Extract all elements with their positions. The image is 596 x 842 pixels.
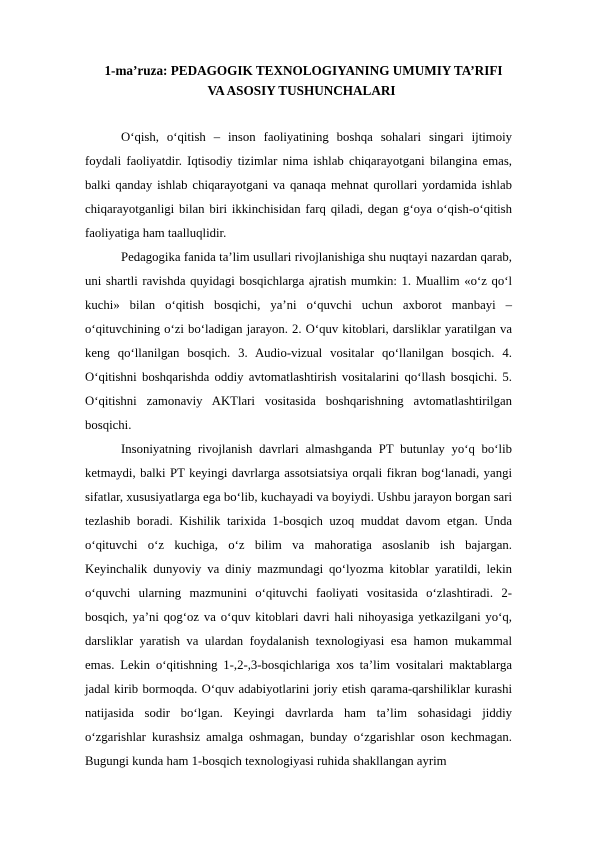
lecture-title-line-2: VA ASOSIY TUSHUNCHALARI [207, 83, 396, 98]
lecture-title [85, 61, 512, 101]
paragraph-2: Pedagogika fanida ta’lim usullari rivojlanishiga shu nuqtayi nazardan qarab, uni shartli ravishda quyidagi bosqichlarga ajratish mumkin: 1. Muallim «o‘z qo‘l kuchi» bilan o‘qitish bosqichi, ya’ni o‘quvchi uchun axborot manbayi – o‘qituvchining o‘zi bo‘ladigan jarayon. 2. O‘quv kitoblari, darsliklar yaratilgan va keng qo‘llanilgan bosqich. 3. Audio-vizual vositalar qo‘llanilgan bosqich. 4. O‘qitishni boshqarishda oddiy avtomatlashtirish vositalarini qo‘llash bosqichi. 5. O‘qitishni zamonaviy AKTlari vositasida boshqarishning avtomatlashtirilgan bosqichi. [85, 250, 512, 432]
paragraph-3: Insoniyatning rivojlanish davrlari almashganda PT butunlay yo‘q bo‘lib ketmaydi, balki PT keyingi davrlarga assotsiatsiya orqali fikran bog‘lanadi, yangi sifatlar, xususiyatlarga ega bo‘lib, kuchayadi va boyiydi. Ushbu jarayon borgan sari tezlashib boradi. Kishilik tarixida 1-bosqich uzoq muddat davom etgan. Unda o‘qituvchi o‘z kuchiga, o‘z bilim va mahoratiga asoslanib ish bajargan. Keyinchalik dunyoviy va diniy mazmundagi qo‘lyozma kitoblar yaratildi, lekin o‘quvchi ularning mazmunini o‘qituvchi faoliyati vositasida o‘zlashtiradi. 2-bosqich, ya’ni qog‘oz va o‘quv kitoblari davri hali nihoyasiga yetkazilgani yo‘q, darsliklar yaratish va ulardan foydalanish texnologiyasi esa hamon mukammal emas. Lekin o‘qitishning 1-,2-,3-bosqichlariga xos ta’lim vositalari maktablarga jadal kirib bormoqda. O‘quv adabiyotlarini joriy etish qarama-qarshiliklar kurashi natijasida sodir bo‘lgan. Keyingi davrlarda ham ta’lim sohasidagi jiddiy o‘zgarishlar kurashsiz amalga oshmagan, bunday o‘zgarishlar oson kechmagan. Bugungi kunda ham 1-bosqich texnologiyasi ruhida shakllangan ayrim [85, 442, 512, 768]
title-spacer [85, 101, 512, 125]
lecture-title-line-1: 1-ma’ruza: PEDAGOGIK TEXNOLOGIYANING UMUMIY TA’RIFI [104, 63, 503, 78]
document-page [85, 61, 512, 773]
paragraph-1: O‘qish, o‘qitish – inson faoliyatining boshqa sohalari singari ijtimoiy foydali faoliyatdir. Iqtisodiy tizimlar nima ishlab chiqarayotgani bilangina emas, balki qanday ishlab chiqarayotgani va qanaqa mehnat qurollari yordamida ishlab chiqarayotganligi bilan biri ikkinchisidan farq qiladi, degan g‘oya o‘qish-o‘qitish faoliyatiga ham taalluqlidir. [85, 130, 512, 240]
